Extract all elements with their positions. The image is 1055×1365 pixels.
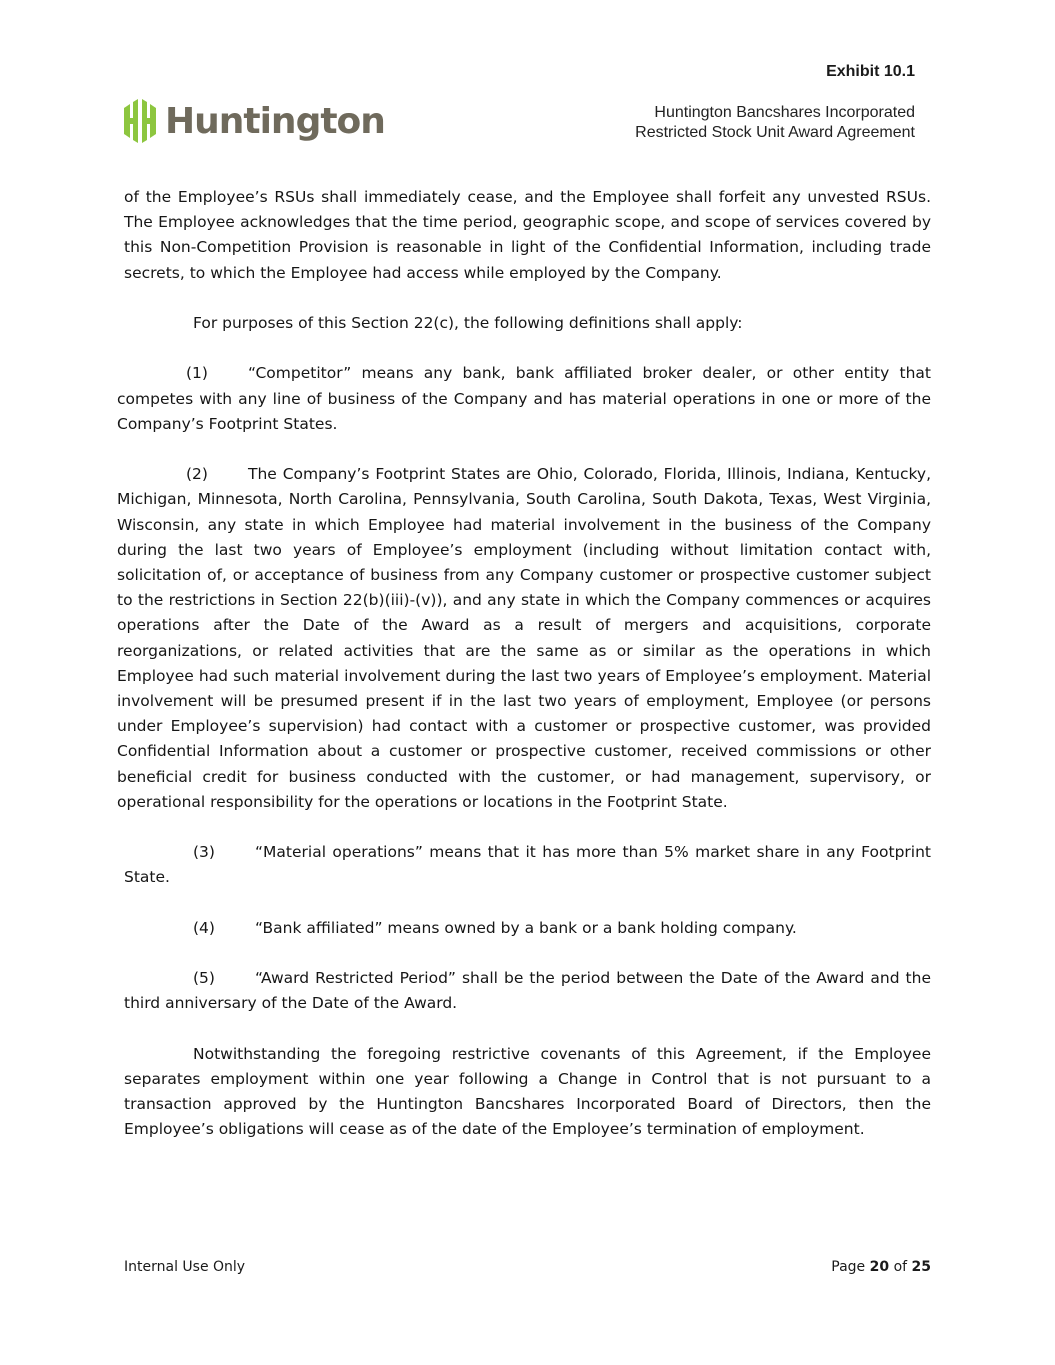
exhibit-label: Exhibit 10.1: [826, 63, 915, 80]
definition-1: [117, 361, 931, 437]
huntington-emblem-icon: [121, 98, 159, 144]
definition-2-text: The Company’s Footprint States are Ohio, Colorado, Florida, Illinois, Indiana, Kentucky, Michigan, Minnesota, North Carolina, Pennsylvania, South Carolina, South Dakota, Texas, West Virginia, Wisconsin, any state in which Employee had material involvement in the business of the Company during the last two years of Employee’s employment (including without limitation contact with, solicitation of, or acceptance of business from any Company customer or prospective customer subject to the restrictions in Section 22(b)(iii)-(v)), and any state in which the Company commences or acquires operations after the Date of the Award as a result of mergers and acquisitions, corporate reorganizations, or related activities that are the same as or similar as the operations in which Employee had such material involvement during the last two years of Employee’s employment. Material involvement will be presumed present if in the last two years of employment, Employee (or persons under Employee’s supervision) had contact with a customer or prospective customer, was provided Confidential Information about a customer or prospective customer, received commissions or other beneficial credit for business conducted with the customer, or had management, supervisory, or operational responsibility for the operations or locations in the Footprint State.: [117, 465, 931, 811]
huntington-logo: [121, 98, 385, 144]
definition-5-number: (5): [193, 969, 215, 988]
definition-4-number: (4): [193, 918, 215, 937]
company-name: Huntington Bancshares Incorporated: [654, 104, 915, 121]
definition-3-text: “Material operations” means that it has more than 5% market share in any Footprint State.: [124, 843, 931, 887]
paragraph-definitions-intro: For purposes of this Section 22(c), the following definitions shall apply:: [193, 314, 743, 332]
paragraph-change-in-control: Notwithstanding the foregoing restrictive covenants of this Agreement, if the Employee separates employment within one year following a Change in Control that is not pursuant to a transaction approved by the Huntington Bancshares Incorporated Board of Directors, then the Employee’s obligations will cease as of the date of the Employee’s termination of employment.: [124, 1044, 931, 1139]
page-current: 20: [869, 1259, 890, 1275]
definition-4-text: “Bank affiliated” means owned by a bank or a bank holding company.: [255, 918, 797, 937]
footer-label: Internal Use Only: [124, 1259, 246, 1275]
document-body: [117, 185, 931, 1168]
definition-2: [117, 462, 931, 815]
definition-5: [117, 966, 931, 1016]
agreement-name: Restricted Stock Unit Award Agreement: [635, 124, 915, 141]
definition-5-text: “Award Restricted Period” shall be the period between the Date of the Award and the third anniversary of the Date of the Award.: [124, 969, 931, 1013]
definition-1-number: (1): [186, 364, 208, 383]
definition-3-number: (3): [193, 843, 215, 862]
page-total: 25: [911, 1259, 931, 1275]
page-number: [831, 1259, 931, 1275]
paragraph-continuation: of the Employee’s RSUs shall immediately cease, and the Employee shall forfeit any unvested RSUs. The Employee acknowledges that the time period, geographic scope, and scope of services covered by this Non-Competition Provision is reasonable in light of the Confidential Information, including trade secrets, to which the Employee had access while employed by the Company.: [124, 188, 931, 282]
definition-1-text: “Competitor” means any bank, bank affiliated broker dealer, or other entity that competes with any line of business of the Company and has material operations in one or more of the Company’s Footprint States.: [117, 364, 931, 433]
logo-wordmark: Huntington: [165, 100, 385, 142]
page-of: of: [893, 1259, 908, 1275]
page-prefix: Page: [831, 1259, 866, 1275]
document-title: [635, 103, 915, 143]
definition-3: [117, 840, 931, 890]
definition-2-number: (2): [186, 465, 208, 484]
definition-4: [117, 916, 931, 941]
